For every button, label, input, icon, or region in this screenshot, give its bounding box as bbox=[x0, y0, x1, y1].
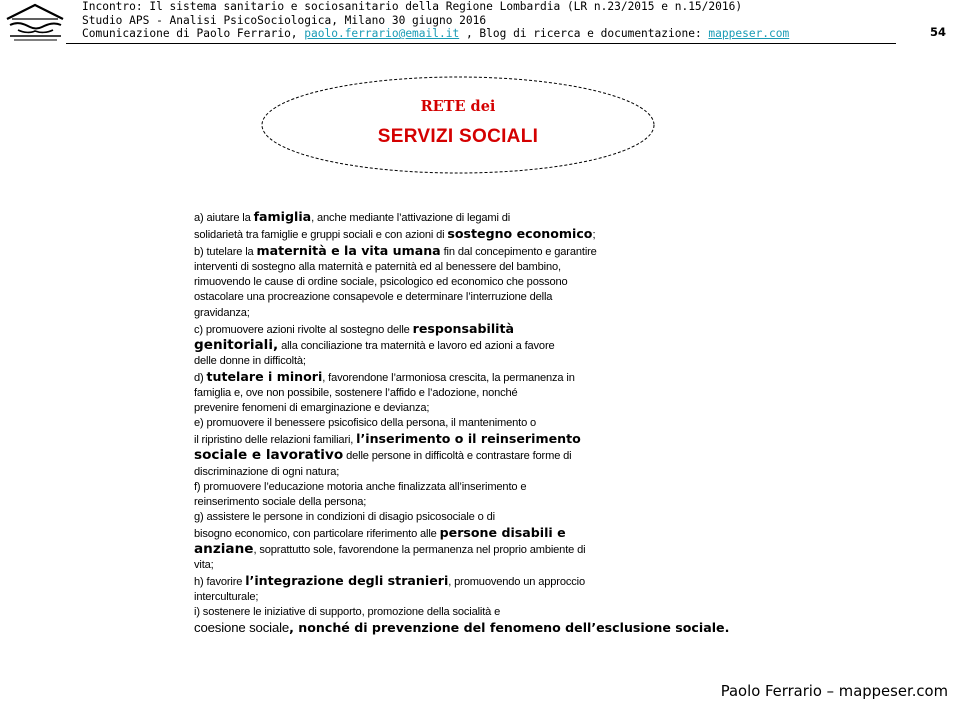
body-line bbox=[194, 209, 674, 226]
body-keyword: l’inserimento o il reinserimento bbox=[356, 431, 581, 447]
body-keyword: genitoriali, bbox=[194, 336, 279, 353]
header-organizer: Studio APS - Analisi PsicoSociologica, Milano 30 giugno 2016 bbox=[82, 13, 487, 27]
body-keyword: famiglia bbox=[253, 209, 312, 224]
body-keyword: sociale e lavorativo bbox=[194, 447, 344, 464]
body-segment: e) promuovere il benessere psicofisico della persona, il mantenimento o bbox=[194, 417, 537, 430]
body-line bbox=[194, 510, 674, 525]
body-segment: i) sostenere le iniziative di supporto, promozione della socialità e bbox=[194, 606, 501, 619]
body-line bbox=[194, 558, 674, 573]
body-line bbox=[194, 260, 674, 275]
body-line bbox=[194, 386, 674, 401]
slide-title-line2: SERVIZI SOCIALI bbox=[377, 126, 539, 147]
body-segment: prevenire fenomeni di emarginazione e devianza; bbox=[194, 402, 430, 415]
body-line bbox=[194, 480, 674, 495]
body-segment: b) tutelare la bbox=[194, 246, 257, 259]
body-segment: discriminazione di ogni natura; bbox=[194, 465, 340, 478]
body-segment: ; bbox=[592, 229, 596, 242]
body-segment: interculturale; bbox=[194, 591, 259, 604]
body-segment: coesione sociale bbox=[194, 620, 290, 636]
body-line bbox=[194, 495, 674, 510]
body-keyword: , nonché di prevenzione del fenomeno dell’esclusione sociale. bbox=[289, 620, 730, 636]
body-line bbox=[194, 465, 674, 480]
body-segment: alla conciliazione tra maternità e lavoro ed azioni a favore bbox=[278, 339, 555, 352]
body-keyword: responsabilità bbox=[412, 320, 514, 336]
title-dashed-ellipse bbox=[260, 75, 656, 175]
body-keyword: anziane bbox=[194, 540, 254, 557]
body-line bbox=[194, 448, 674, 464]
body-segment: g) assistere le persone in condizioni di disagio psicosociale o di bbox=[194, 510, 495, 523]
body-line bbox=[194, 620, 730, 637]
body-line bbox=[194, 354, 674, 369]
body-line bbox=[194, 431, 674, 448]
body-keyword: tutelare i minori bbox=[206, 368, 323, 384]
body-segment: il ripristino delle relazioni familiari, bbox=[194, 434, 357, 447]
body-segment: vita; bbox=[194, 559, 214, 572]
body-line bbox=[194, 321, 674, 338]
footer-credit: Paolo Ferrario – mappeser.com bbox=[720, 683, 948, 700]
body-segment: c) promuovere azioni rivolte al sostegno delle bbox=[194, 323, 413, 336]
body-line bbox=[194, 525, 674, 542]
body-line bbox=[194, 542, 674, 558]
body-segment: gravidanza; bbox=[194, 306, 250, 319]
page-number: 54 bbox=[930, 25, 947, 39]
body-segment: solidarietà tra famiglie e gruppi sociali e con azioni di bbox=[194, 229, 448, 242]
site-link[interactable]: mappeser.com bbox=[708, 27, 790, 40]
body-segment: , favorendone l’armoniosa crescita, la permanenza in bbox=[322, 371, 575, 384]
body-keyword: l’integrazione degli stranieri bbox=[245, 573, 449, 589]
header-contact-prefix: Comunicazione di Paolo Ferrario, bbox=[82, 27, 305, 40]
body-segment: interventi di sostegno alla maternità e paternità ed al benessere del bambino, bbox=[194, 261, 561, 274]
body-keyword: maternità e la vita umana bbox=[256, 243, 441, 259]
body-segment: , soprattutto sole, favorendone la permanenza nel proprio ambiente di bbox=[253, 543, 586, 556]
body-segment: , promuovendo un approccio bbox=[448, 576, 585, 589]
body-segment: f) promuovere l’educazione motoria anche finalizzata all’inserimento e bbox=[194, 480, 527, 493]
body-line bbox=[194, 290, 674, 305]
body-line bbox=[194, 243, 674, 260]
body-keyword: persone disabili e bbox=[439, 524, 566, 540]
header-event-title: Incontro: Il sistema sanitario e sociosanitario della Regione Lombardia (LR n.23/2015 e n.15/2016) bbox=[82, 0, 743, 13]
body-segment: d) bbox=[194, 371, 207, 384]
body-line bbox=[194, 369, 674, 386]
body-line bbox=[194, 338, 674, 354]
body-line bbox=[194, 605, 674, 620]
body-segment: delle persone in difficoltà e contrastare forme di bbox=[343, 450, 572, 463]
body-keyword: sostegno economico bbox=[447, 226, 593, 242]
body-segment: delle donne in difficoltà; bbox=[194, 354, 306, 367]
header-divider bbox=[66, 43, 896, 44]
header-contact-mid: , Blog di ricerca e documentazione: bbox=[459, 27, 709, 40]
body-line bbox=[194, 401, 674, 416]
body-line bbox=[194, 275, 674, 290]
body-segment: , anche mediante l’attivazione di legami di bbox=[311, 212, 511, 224]
body-segment: fin dal concepimento e garantire bbox=[440, 246, 597, 259]
handshake-logo-icon bbox=[4, 2, 66, 42]
body-segment: bisogno economico, con particolare riferimento alle bbox=[194, 527, 440, 540]
body-segment: reinserimento sociale della persona; bbox=[194, 495, 367, 508]
header bbox=[82, 0, 789, 41]
body-segment: a) aiutare la bbox=[194, 212, 254, 224]
body-segment: famiglia e, ove non possibile, sostenere l’affido e l’adozione, nonché bbox=[194, 387, 518, 400]
body-line bbox=[194, 416, 674, 431]
body-line bbox=[194, 226, 674, 243]
header-contact bbox=[82, 27, 789, 41]
body-line bbox=[194, 590, 674, 605]
body-segment: h) favorire bbox=[194, 576, 246, 589]
body-text bbox=[194, 209, 730, 638]
body-line bbox=[194, 306, 674, 321]
email-link[interactable]: paolo.ferrario@email.it bbox=[304, 27, 460, 40]
body-segment: ostacolare una procreazione consapevole e determinare l’interruzione della bbox=[194, 291, 553, 304]
body-segment: rimuovendo le cause di ordine sociale, psicologico ed economico che possono bbox=[194, 276, 568, 289]
slide-title-line1: RETE dei bbox=[420, 98, 496, 115]
body-line bbox=[194, 573, 674, 590]
